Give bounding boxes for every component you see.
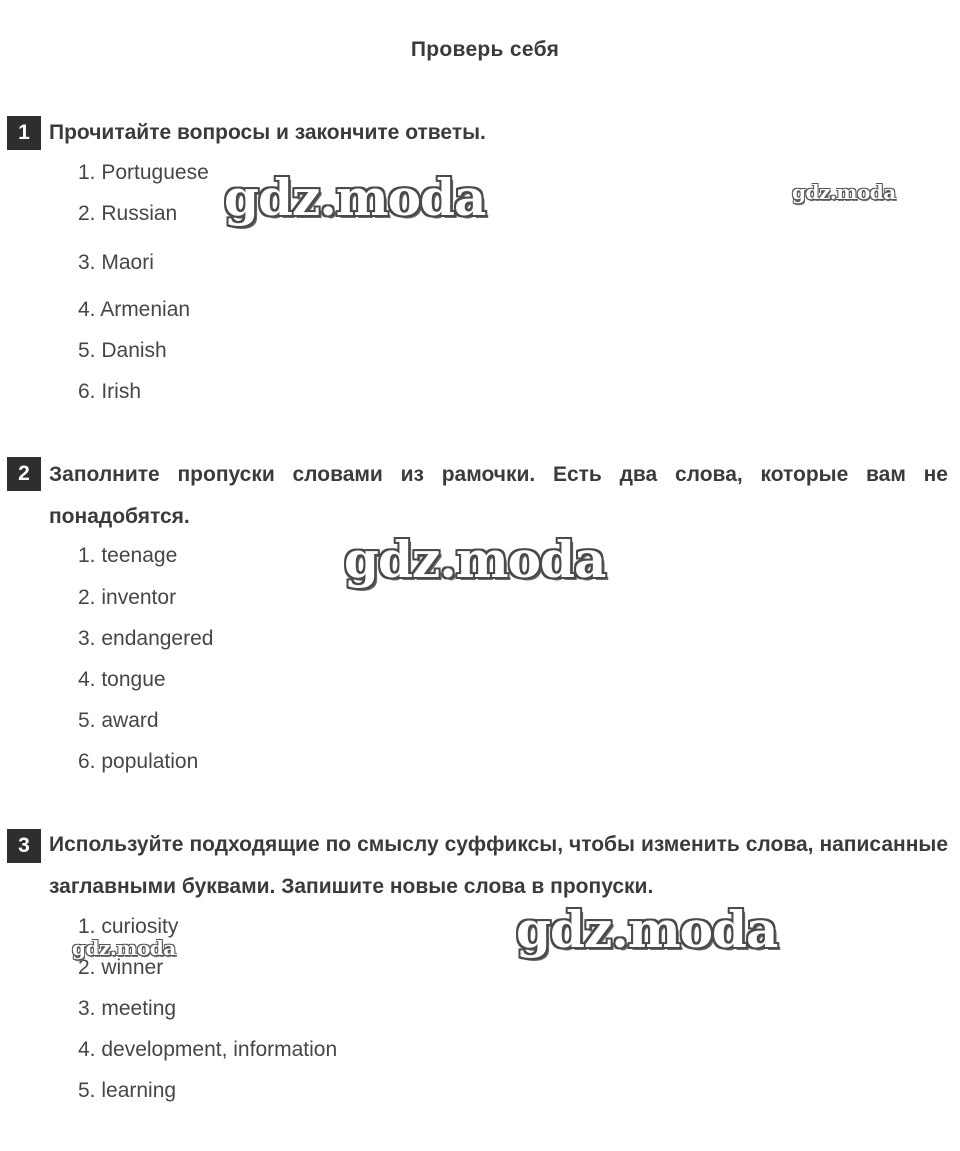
task-1-answer-4: 4. Armenian <box>78 298 191 321</box>
task-1-answer-6: 6. Irish <box>78 380 142 403</box>
task-1-answer-3: 3. Maori <box>78 251 154 274</box>
task-3-badge: 3 <box>7 829 41 863</box>
task-1-answer-5: 5. Danish <box>78 339 167 362</box>
task-1-answer-2: 2. Russian <box>78 202 178 225</box>
task-2-answer-5: 5. award <box>78 709 159 732</box>
task-2-answer-4: 4. tongue <box>78 668 166 691</box>
task-2-instruction: Заполните пропуски словами из рамочки. Есть два слова, которые вам не понадобятся. <box>49 463 948 528</box>
task-3-answer-3: 3. meeting <box>78 997 177 1020</box>
watermark: gdz.moda <box>516 900 778 959</box>
task-1-answer-1: 1. Portuguese <box>78 161 209 184</box>
task-1-badge: 1 <box>7 116 41 150</box>
page-title: Проверь себя <box>410 38 560 61</box>
watermark: gdz.moda <box>224 168 486 227</box>
task-3-answer-5: 5. learning <box>78 1079 177 1102</box>
task-2-answer-6: 6. population <box>78 750 199 773</box>
task-3-answer-2: 2. winner <box>78 956 164 979</box>
watermark: gdz.moda <box>344 530 606 589</box>
task-3-answer-1: 1. curiosity <box>78 915 179 938</box>
task-2-badge: 2 <box>7 457 41 491</box>
watermark: gdz.moda <box>72 936 176 960</box>
task-3-answer-4: 4. development, information <box>78 1038 338 1061</box>
task-2-answer-3: 3. endangered <box>78 627 214 650</box>
task-3-instruction: Используйте подходящие по смыслу суффиксы, чтобы изменить слова, написанные заглавными буквами. Запишите новые слова в пропуски. <box>49 833 948 898</box>
task-2-answer-2: 2. inventor <box>78 586 177 609</box>
task-2-answer-1: 1. teenage <box>78 544 178 567</box>
task-1-instruction: Прочитайте вопросы и закончите ответы. <box>49 121 486 144</box>
watermark: gdz.moda <box>792 180 896 204</box>
